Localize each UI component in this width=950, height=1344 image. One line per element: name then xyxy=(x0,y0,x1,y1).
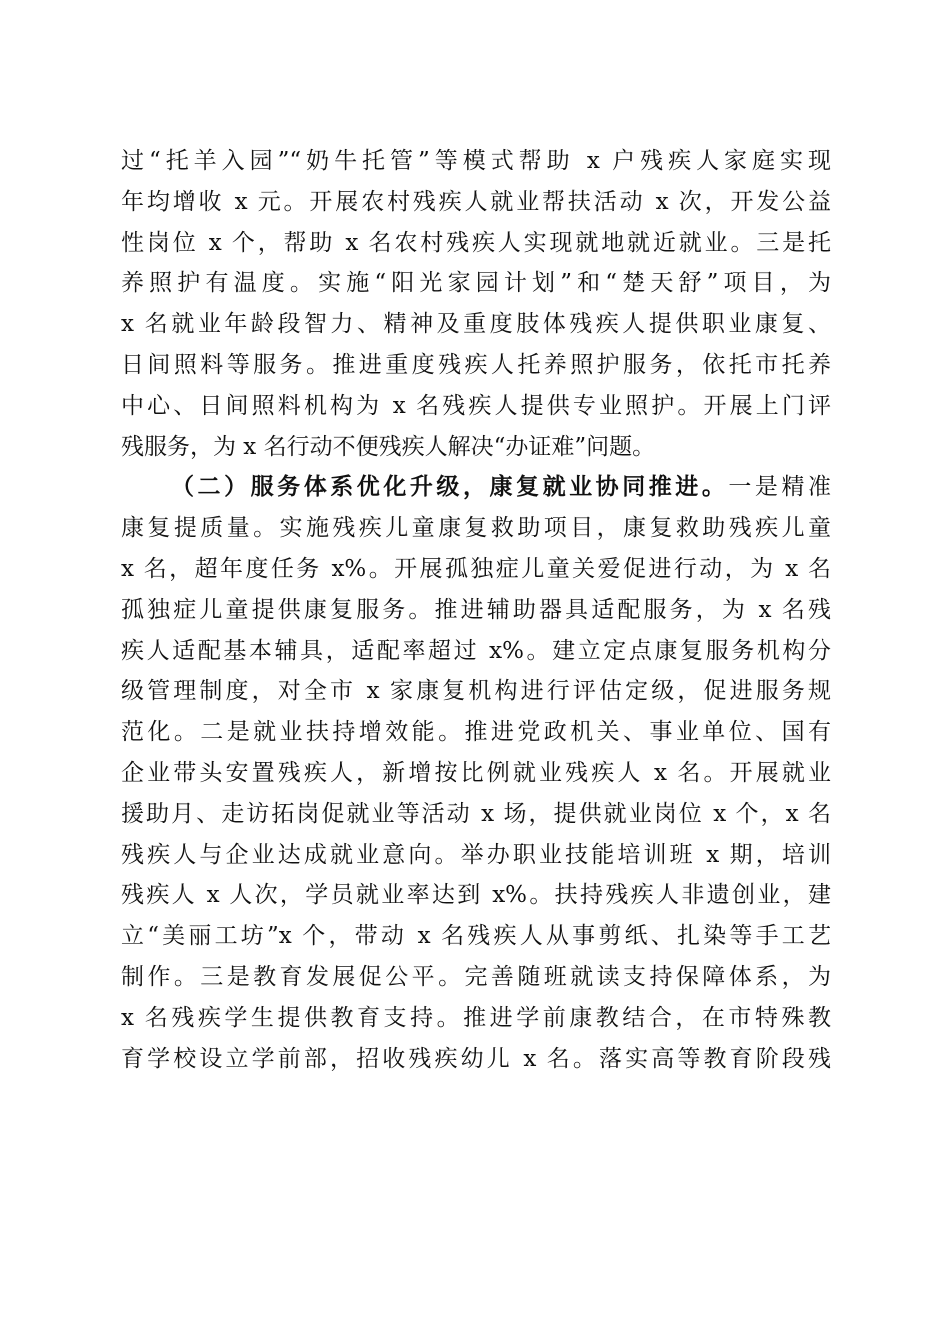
text-line: 残疾人与企业达成就业意向。举办职业技能培训班 x 期，培训 xyxy=(121,841,831,868)
text-line: 孤独症儿童提供康复服务。推进辅助器具适配服务，为 x 名残 xyxy=(121,596,831,623)
text-line: 过“托羊入园”“奶牛托管”等模式帮助 x 户残疾人家庭实现 xyxy=(121,148,831,174)
text-line: 性岗位 x 个，帮助 x 名农村残疾人实现就地就近就业。三是托 xyxy=(121,229,831,256)
text-line: 康复提质量。实施残疾儿童康复救助项目，康复救助残疾儿童 xyxy=(121,515,831,542)
text-line: 企业带头安置残疾人，新增按比例就业残疾人 x 名。开展就业 xyxy=(121,759,831,786)
text-line: 养照护有温度。实施“阳光家园计划”和“楚天舒”项目，为 xyxy=(121,270,831,297)
text-line: 立“美丽工坊”x 个，带动 x 名残疾人从事剪纸、扎染等手工艺 xyxy=(121,923,831,950)
text-line: 疾人适配基本辅具，适配率超过 x%。建立定点康复服务机构分 xyxy=(121,637,831,664)
text-line: 育学校设立学前部，招收残疾幼儿 x 名。落实高等教育阶段残 xyxy=(121,1045,831,1072)
text-line: 援助月、走访拓岗促就业等活动 x 场，提供就业岗位 x 个，x 名 xyxy=(121,800,831,827)
text-line: x 名残疾学生提供教育支持。推进学前康教结合，在市特殊教 xyxy=(121,1004,831,1031)
paragraph-2-first-line xyxy=(121,467,831,508)
text-line: 制作。三是教育发展促公平。完善随班就读支持保障体系，为 xyxy=(121,963,831,990)
paragraph-2 xyxy=(121,467,831,1079)
text-line: 年均增收 x 元。开展农村残疾人就业帮扶活动 x 次，开发公益 xyxy=(121,188,831,215)
text-line: 级管理制度，对全市 x 家康复机构进行评估定级，促进服务规 xyxy=(121,678,831,705)
text-line: 残疾人 x 人次，学员就业率达到 x%。扶持残疾人非遗创业，建 xyxy=(121,882,831,909)
text-line: 日间照料等服务。推进重度残疾人托养照护服务，依托市托养 xyxy=(121,351,831,378)
text-line: 范化。二是就业扶持增效能。推进党政机关、事业单位、国有 xyxy=(121,719,831,746)
heading-continuation: 一是精准 xyxy=(728,474,832,501)
text-line: x 名就业年龄段智力、精神及重度肢体残疾人提供职业康复、 xyxy=(121,311,831,338)
section-heading: （二）服务体系优化升级，康复就业协同推进。 xyxy=(171,473,729,501)
text-line: x 名，超年度任务 x%。开展孤独症儿童关爱促进行动，为 x 名 xyxy=(121,555,831,582)
text-line: 中心、日间照料机构为 x 名残疾人提供专业照护。开展上门评 xyxy=(121,392,831,419)
paragraph-1 xyxy=(121,141,831,467)
text-line: 残服务，为 x 名行动不便残疾人解决“办证难”问题。 xyxy=(121,433,656,460)
body-text xyxy=(121,141,831,1079)
